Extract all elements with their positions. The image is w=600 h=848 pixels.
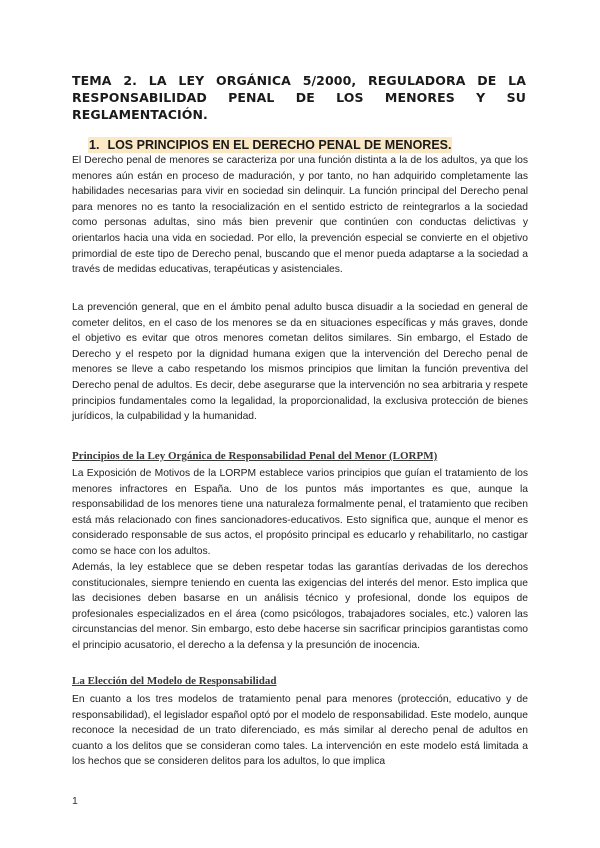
subsection-heading-modelo: La Elección del Modelo de Responsabilidad <box>72 675 277 687</box>
section-number: 1. <box>89 138 100 152</box>
body-paragraph-2: La prevención general, que en el ámbito penal adulto busca disuadir a la sociedad en general de cometer delitos, en el caso de los menores se da en situaciones específicas y más graves, donde el objetivo es evitar que otros menores cometan delitos similares. Sin embargo, el Estado de Derecho y el respeto por la dignidad humana exigen que la intervención del Derecho penal de menores se lleve a cabo respetando los mismos principios que limitan la función preventiva del Derecho penal de adultos. Es decir, debe asegurarse que la intervención no sea arbitraria y respete principios fundamentales como la legalidad, la proporcionalidad, la exclusiva protección de bienes jurídicos, la culpabilidad y la humanidad. <box>72 302 528 423</box>
subsection-heading-lorpm: Principios de la Ley Orgánica de Responsabilidad Penal del Menor (LORPM) <box>72 450 438 462</box>
body-paragraph-1: El Derecho penal de menores se caracteriza por una función distinta a la de los adultos, ya que los menores aún están en proceso de maduración, y por tanto, no han adquirido completamente las habilidades necesarias para vivir en sociedad sin delinquir. La función principal del Derecho penal para menores no es tanto la resocialización en el sentido estricto de reintegrarlos a la sociedad como personas adultas, sino más bien prevenir que continúen con conductas delictivas y orientarlos hacia una vida en sociedad. Por ello, la prevención especial se convierte en el objetivo primordial de este tipo de Derecho penal, buscando que el menor pueda adaptarse a la sociedad a través de medidas educativas, terapéuticas y asistenciales. <box>72 155 528 276</box>
section-heading <box>88 137 452 153</box>
document-title: TEMA 2. LA LEY ORGÁNICA 5/2000, REGULADORA DE LA RESPONSABILIDAD PENAL DE LOS MENORES Y SU REGLAMENTACIÓN. <box>72 73 526 122</box>
body-paragraph-5: En cuanto a los tres modelos de tratamiento penal para menores (protección, educativo y de responsabilidad), el legislador español optó por el modelo de responsabilidad. Este modelo, aunque reconoce la necesidad de un trato diferenciado, es más similar al derecho penal de adultos en cuanto a los delitos que se consideran como tales. La intervención en este modelo está limitada a los hechos que se consideren delitos para los adultos, lo que implica <box>72 694 528 768</box>
section-heading-text: LOS PRINCIPIOS EN EL DERECHO PENAL DE MENORES. <box>107 138 452 152</box>
body-paragraph-3: La Exposición de Motivos de la LORPM establece varios principios que guían el tratamiento de los menores infractores en España. Uno de los puntos más importantes es que, aunque la responsabilidad de los menores tiene una naturaleza formalmente penal, el tratamiento que reciben está más relacionado con fines sancionadores-educativos. Esto significa que, aunque el menor es considerado responsable de sus actos, el propósito principal es educarlo y rehabilitarlo, no castigar como se hace con los adultos. <box>72 468 528 557</box>
page-number: 1 <box>72 795 78 807</box>
body-paragraph-4: Además, la ley establece que se deben respetar todas las garantías derivadas de los derechos constitucionales, siempre teniendo en cuenta las exigencias del interés del menor. Esto implica que las decisiones deben basarse en un análisis técnico y profesional, donde los equipos de profesionales especializados en el área (como psicólogos, trabajadores sociales, etc.) valoren las circunstancias del menor. Sin embargo, esto debe hacerse sin sacrificar principios garantistas como el principio acusatorio, el derecho a la defensa y la presunción de inocencia. <box>72 562 528 651</box>
